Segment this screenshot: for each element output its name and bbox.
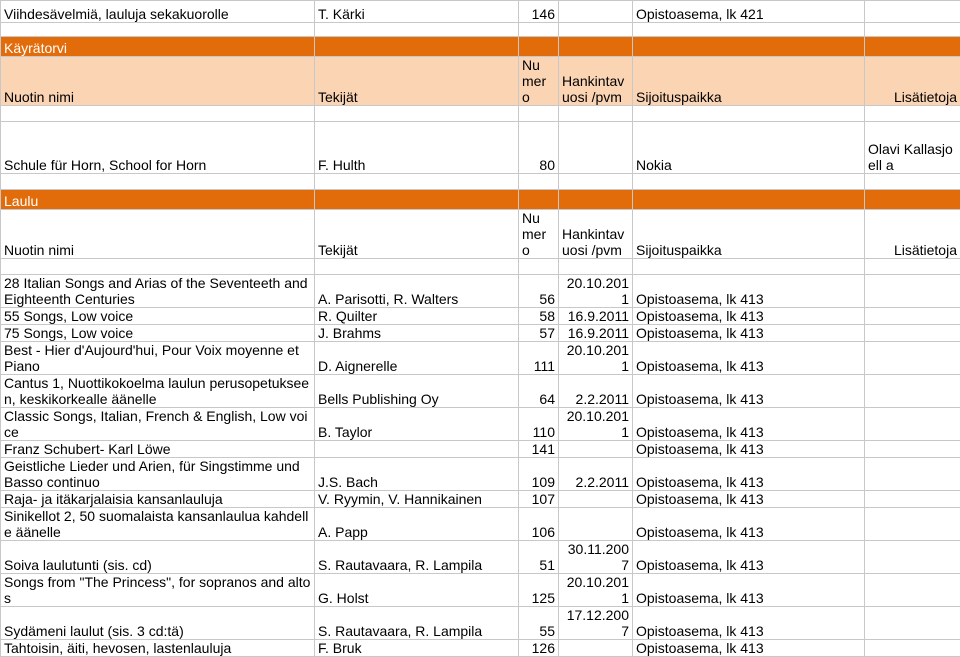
acquired-cell: 30.11.200 7 (559, 541, 633, 574)
title-cell: 28 Italian Songs and Arias of the Seventeeth and Eighteenth Centuries (1, 275, 315, 308)
info-cell (865, 308, 960, 325)
title-cell: Best - Hier d'Aujourd'hui, Pour Voix moyenne et Piano (1, 342, 315, 375)
acquired-cell (559, 640, 633, 657)
info-cell (865, 458, 960, 491)
table-row (1, 491, 960, 508)
number-cell: 111 (519, 342, 559, 375)
title-cell: Raja- ja itäkarjalaisia kansanlauluja (1, 491, 315, 508)
title-cell: Geistliche Lieder und Arien, für Singstimme und Basso continuo (1, 458, 315, 491)
title-cell: Soiva laulutunti (sis. cd) (1, 541, 315, 574)
authors-cell: R. Quilter (315, 308, 519, 325)
location-cell: Opistoasema, lk 413 (633, 640, 865, 657)
acquired-cell (559, 1, 633, 23)
acquired-cell: 2.2.2011 (559, 458, 633, 491)
number-cell: 55 (519, 607, 559, 640)
table-row (1, 640, 960, 657)
info-cell (865, 275, 960, 308)
title-cell: Franz Schubert- Karl Löwe (1, 441, 315, 458)
table-row (1, 275, 960, 308)
header-location: Sijoituspaikka (633, 210, 865, 259)
spacer-row (1, 23, 960, 37)
table-row (1, 541, 960, 574)
info-cell (865, 508, 960, 541)
info-cell (865, 640, 960, 657)
acquired-cell: 17.12.200 7 (559, 607, 633, 640)
header-number: Nu mer o (519, 57, 559, 106)
location-cell: Opistoasema, lk 413 (633, 574, 865, 607)
title-cell: Schule für Horn, School for Horn (1, 122, 315, 174)
acquired-cell: 20.10.201 1 (559, 342, 633, 375)
authors-cell: A. Papp (315, 508, 519, 541)
title-cell: Cantus 1, Nuottikokoelma laulun perusopetukseen, keskikorkealle äänelle (1, 375, 315, 408)
number-cell: 64 (519, 375, 559, 408)
acquired-cell: 20.10.201 1 (559, 275, 633, 308)
header-title: Nuotin nimi (1, 210, 315, 259)
table-row (1, 441, 960, 458)
authors-cell: D. Aignerelle (315, 342, 519, 375)
number-cell: 58 (519, 308, 559, 325)
info-cell (865, 607, 960, 640)
spacer-row (1, 106, 960, 122)
info-cell (865, 541, 960, 574)
authors-cell: J.S. Bach (315, 458, 519, 491)
title-cell: 55 Songs, Low voice (1, 308, 315, 325)
info-cell (865, 375, 960, 408)
number-cell: 110 (519, 408, 559, 441)
section-header-row (1, 37, 960, 57)
header-acquired: Hankintav uosi /pvm (559, 57, 633, 106)
number-cell: 51 (519, 541, 559, 574)
spacer-row (1, 259, 960, 275)
number-cell: 106 (519, 508, 559, 541)
authors-cell: J. Brahms (315, 325, 519, 342)
acquired-cell (559, 508, 633, 541)
title-cell: Classic Songs, Italian, French & English, Low voice (1, 408, 315, 441)
authors-cell: F. Bruk (315, 640, 519, 657)
info-cell: Olavi Kallasjoell a (865, 122, 960, 174)
header-info: Lisätietoja (865, 57, 960, 106)
section-title: Käyrätorvi (1, 37, 315, 57)
location-cell: Opistoasema, lk 413 (633, 607, 865, 640)
number-cell: 107 (519, 491, 559, 508)
table-row (1, 308, 960, 325)
authors-cell: F. Hulth (315, 122, 519, 174)
acquired-cell: 20.10.201 1 (559, 574, 633, 607)
location-cell: Opistoasema, lk 413 (633, 408, 865, 441)
authors-cell (315, 441, 519, 458)
table-row (1, 1, 960, 23)
authors-cell: A. Parisotti, R. Walters (315, 275, 519, 308)
location-cell: Opistoasema, lk 413 (633, 508, 865, 541)
info-cell (865, 574, 960, 607)
number-cell: 126 (519, 640, 559, 657)
location-cell: Opistoasema, lk 413 (633, 541, 865, 574)
title-cell: 75 Songs, Low voice (1, 325, 315, 342)
acquired-cell: 20.10.201 1 (559, 408, 633, 441)
table-row (1, 508, 960, 541)
acquired-cell (559, 441, 633, 458)
section-header-row (1, 190, 960, 210)
location-cell: Opistoasema, lk 421 (633, 1, 865, 23)
authors-cell: S. Rautavaara, R. Lampila (315, 607, 519, 640)
header-info: Lisätietoja (865, 210, 960, 259)
title-cell: Viihdesävelmiä, lauluja sekakuorolle (1, 1, 315, 23)
number-cell: 56 (519, 275, 559, 308)
acquired-cell (559, 491, 633, 508)
title-cell: Sinikellot 2, 50 suomalaista kansanlaulua kahdelle äänelle (1, 508, 315, 541)
location-cell: Nokia (633, 122, 865, 174)
acquired-cell (559, 122, 633, 174)
acquired-cell: 16.9.2011 (559, 308, 633, 325)
title-cell: Tahtoisin, äiti, hevosen, lastenlauluja (1, 640, 315, 657)
number-cell: 57 (519, 325, 559, 342)
info-cell (865, 342, 960, 375)
authors-cell: G. Holst (315, 574, 519, 607)
authors-cell: V. Ryymin, V. Hannikainen (315, 491, 519, 508)
table-row (1, 408, 960, 441)
location-cell: Opistoasema, lk 413 (633, 458, 865, 491)
laulu-rows (1, 275, 960, 657)
number-cell: 141 (519, 441, 559, 458)
header-number: Nu mer o (519, 210, 559, 259)
location-cell: Opistoasema, lk 413 (633, 325, 865, 342)
acquired-cell: 2.2.2011 (559, 375, 633, 408)
info-cell (865, 325, 960, 342)
header-title: Nuotin nimi (1, 57, 315, 106)
location-cell: Opistoasema, lk 413 (633, 308, 865, 325)
location-cell: Opistoasema, lk 413 (633, 275, 865, 308)
authors-cell: B. Taylor (315, 408, 519, 441)
table-row (1, 122, 960, 174)
title-cell: Songs from "The Princess", for sopranos and altos (1, 574, 315, 607)
table-row (1, 458, 960, 491)
table-row (1, 325, 960, 342)
table-row (1, 375, 960, 408)
number-cell: 109 (519, 458, 559, 491)
section-title: Laulu (1, 190, 315, 210)
authors-cell: Bells Publishing Oy (315, 375, 519, 408)
location-cell: Opistoasema, lk 413 (633, 375, 865, 408)
column-header-row (1, 57, 960, 106)
authors-cell: S. Rautavaara, R. Lampila (315, 541, 519, 574)
table-row (1, 607, 960, 640)
header-authors: Tekijät (315, 57, 519, 106)
acquired-cell: 16.9.2011 (559, 325, 633, 342)
number-cell: 146 (519, 1, 559, 23)
authors-cell: T. Kärki (315, 1, 519, 23)
location-cell: Opistoasema, lk 413 (633, 491, 865, 508)
spacer-row (1, 174, 960, 190)
info-cell (865, 441, 960, 458)
info-cell (865, 491, 960, 508)
location-cell: Opistoasema, lk 413 (633, 342, 865, 375)
location-cell: Opistoasema, lk 413 (633, 441, 865, 458)
title-cell: Sydämeni laulut (sis. 3 cd:tä) (1, 607, 315, 640)
number-cell: 80 (519, 122, 559, 174)
info-cell (865, 408, 960, 441)
header-location: Sijoituspaikka (633, 57, 865, 106)
info-cell (865, 1, 960, 23)
table-row (1, 574, 960, 607)
number-cell: 125 (519, 574, 559, 607)
column-header-row (1, 210, 960, 259)
header-authors: Tekijät (315, 210, 519, 259)
table-row (1, 342, 960, 375)
header-acquired: Hankintav uosi /pvm (559, 210, 633, 259)
